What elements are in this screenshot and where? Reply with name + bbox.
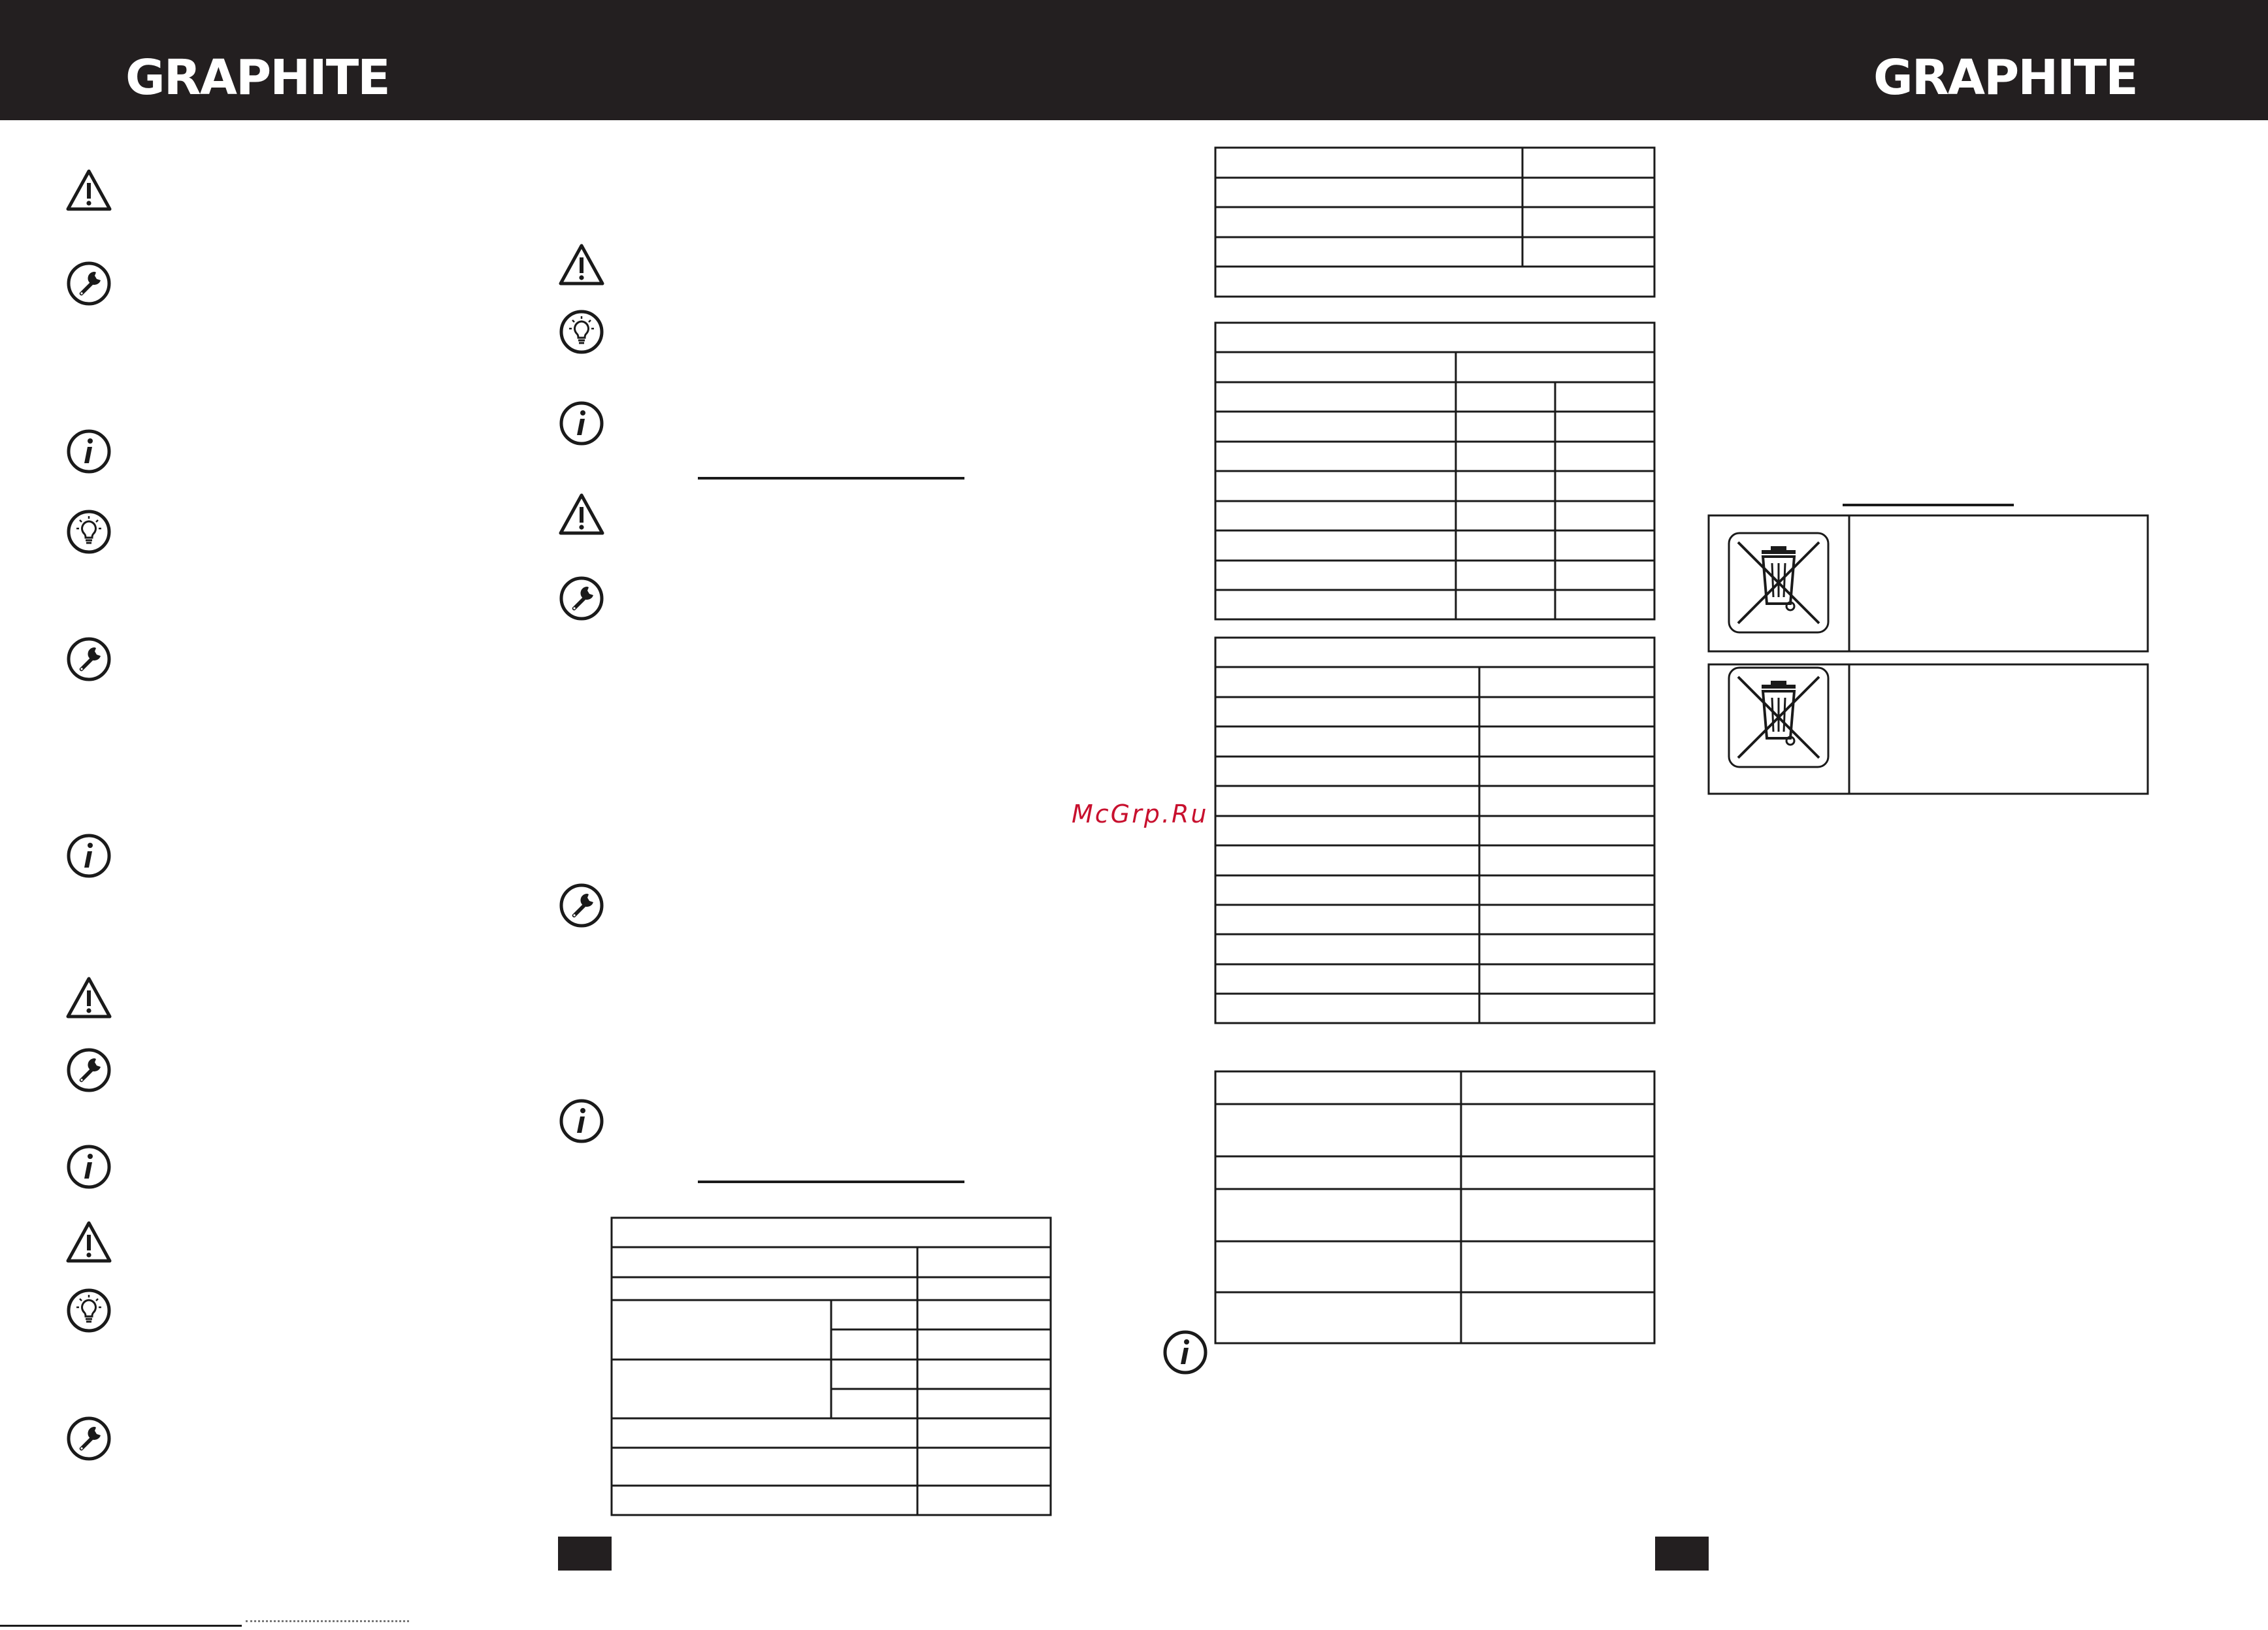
info-icon xyxy=(65,832,112,879)
wrench-icon xyxy=(65,260,112,307)
page-number-tab-left xyxy=(558,1537,612,1571)
wrench-icon xyxy=(65,1047,112,1094)
footer-dots xyxy=(246,1620,409,1627)
crossed-out-wheelie-bin-icon xyxy=(1726,530,1831,635)
section-heading-rule xyxy=(698,477,964,480)
spec-table-a xyxy=(1215,148,1654,297)
warning-icon xyxy=(65,1219,112,1266)
logo-text: GRAPHITE xyxy=(1873,54,2137,99)
bulb-icon xyxy=(65,508,112,555)
page-number-tab-right xyxy=(1655,1537,1709,1571)
brand-logo-left xyxy=(125,54,400,99)
info-icon xyxy=(65,1143,112,1190)
section-heading-rule xyxy=(1843,504,2014,506)
warning-icon xyxy=(558,491,605,538)
section-heading-rule xyxy=(698,1181,964,1183)
spec-table-b xyxy=(1215,323,1654,619)
spec-table-e xyxy=(612,1218,1051,1515)
bulb-icon xyxy=(558,308,605,355)
footer-rule xyxy=(0,1625,242,1627)
info-icon xyxy=(65,428,112,475)
wrench-icon xyxy=(558,575,605,622)
warning-icon xyxy=(558,242,605,289)
spec-table-d xyxy=(1215,1071,1654,1343)
bulb-icon xyxy=(65,1287,112,1334)
crossed-out-wheelie-bin-icon xyxy=(1726,665,1831,770)
wrench-icon xyxy=(558,882,605,929)
spec-table-c xyxy=(1215,638,1654,1023)
watermark-text: McGrp.Ru xyxy=(1072,800,1209,828)
logo-text: GRAPHITE xyxy=(125,54,389,99)
info-icon xyxy=(1162,1329,1209,1376)
wrench-icon xyxy=(65,1415,112,1462)
warning-icon xyxy=(65,975,112,1022)
brand-logo-right xyxy=(1873,54,2148,99)
warning-icon xyxy=(65,167,112,214)
info-icon xyxy=(558,1098,605,1145)
info-icon xyxy=(558,400,605,447)
wrench-icon xyxy=(65,636,112,683)
